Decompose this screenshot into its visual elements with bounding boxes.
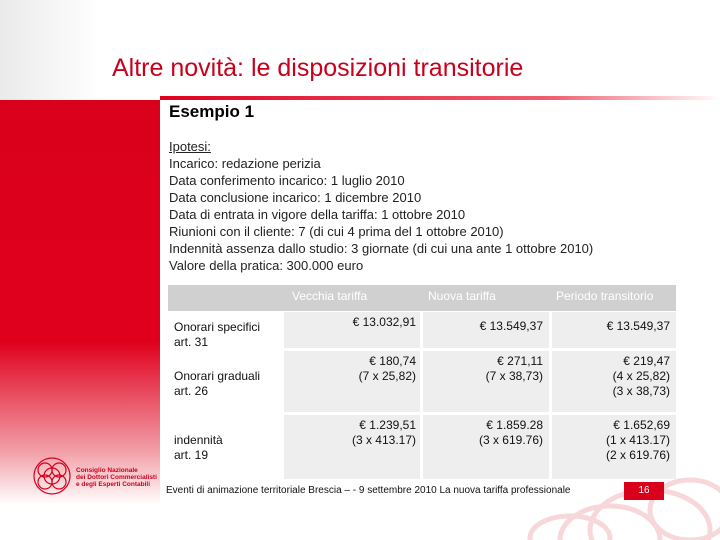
cell-old (284, 312, 420, 348)
cell-value-line: (4 x 25,82) (612, 369, 670, 383)
cell-new (423, 351, 549, 412)
hypothesis-heading: Ipotesi: (169, 139, 211, 154)
decorative-swirl-graphic (460, 420, 720, 540)
cell-transition (552, 312, 676, 348)
header-old-tariff: Vecchia tariffa (292, 289, 368, 303)
cell-value-line: € 180,74 (369, 354, 416, 368)
example-heading: Esempio 1 (169, 102, 255, 121)
cell-transition (552, 351, 676, 412)
hypothesis-line: Incarico: redazione perizia (169, 156, 321, 171)
slide-title: Altre novità: le disposizioni transitorie (112, 54, 524, 82)
cell-value-line: (2 x 619.76) (605, 448, 670, 462)
cell-value-line: € 1.239,51 (359, 418, 416, 432)
row-label-line: indennità (174, 433, 223, 447)
cell-old (284, 415, 420, 479)
hypothesis-line: Valore della pratica: 300.000 euro (169, 258, 364, 273)
cell-value-line: € 1.652,69 (613, 418, 670, 432)
hypothesis-line: Riunioni con il cliente: 7 (di cui 4 prima del 1 ottobre 2010) (169, 224, 504, 239)
row-label (174, 320, 260, 350)
cell-value-line: (3 x 619.76) (478, 433, 543, 447)
cell-value: € 13.032,91 (352, 315, 416, 329)
tariff-table-header (168, 285, 676, 311)
table-row (168, 312, 676, 348)
row-label-line: Onorari specifici (174, 320, 261, 334)
hypothesis-block (169, 138, 593, 274)
logo-line: dei Dottori Commercialisti (76, 474, 157, 481)
cell-value-line: (7 x 38,73) (485, 369, 543, 383)
header-new-tariff: Nuova tariffa (428, 289, 496, 303)
logo-caption (76, 467, 157, 488)
table-row (168, 351, 676, 412)
page-number: 16 (624, 482, 664, 500)
corner-gradient (0, 0, 100, 100)
cell-value (486, 354, 543, 384)
cell-value-line: (3 x 38,73) (612, 384, 670, 398)
cell-old (284, 351, 420, 412)
row-label (174, 369, 260, 399)
row-label (174, 433, 223, 463)
hypothesis-line: Indennità assenza dallo studio: 3 giornate (di cui una ante 1 ottobre 2010) (169, 241, 594, 256)
hypothesis-line: Data conferimento incarico: 1 luglio 2010 (169, 173, 405, 188)
cell-value (613, 354, 670, 399)
row-label-line: art. 19 (174, 448, 209, 462)
header-transition-period: Periodo transitorio (556, 289, 654, 303)
cell-value: € 13.549,37 (606, 319, 670, 333)
cell-value-line: € 271,11 (497, 354, 543, 368)
cell-new (423, 312, 549, 348)
cell-value-line: (7 x 25,82) (358, 369, 416, 383)
title-underline (160, 96, 720, 100)
row-label-line: art. 26 (174, 384, 209, 398)
footer-text: Eventi di animazione territoriale Brescia – - 9 settembre 2010 La nuova tariffa professionale (166, 485, 571, 496)
hypothesis-line: Data conclusione incarico: 1 dicembre 2010 (169, 190, 422, 205)
cell-value (352, 418, 416, 448)
hypothesis-line: Data di entrata in vigore della tariffa: 1 ottobre 2010 (169, 207, 466, 222)
cell-value-line: € 219,47 (623, 354, 670, 368)
row-label-line: Onorari graduali (174, 369, 261, 383)
cell-value (359, 354, 416, 384)
row-label-line: art. 31 (174, 335, 209, 349)
cell-value: € 13.549,37 (479, 319, 543, 333)
cell-value-line: (3 x 413.17) (351, 433, 416, 447)
logo-line: e degli Esperti Contabili (76, 481, 151, 488)
logo-line: Consiglio Nazionale (76, 467, 138, 474)
cell-value-line: € 1.859.28 (486, 418, 543, 432)
cell-value-line: (1 x 413.17) (605, 433, 670, 447)
